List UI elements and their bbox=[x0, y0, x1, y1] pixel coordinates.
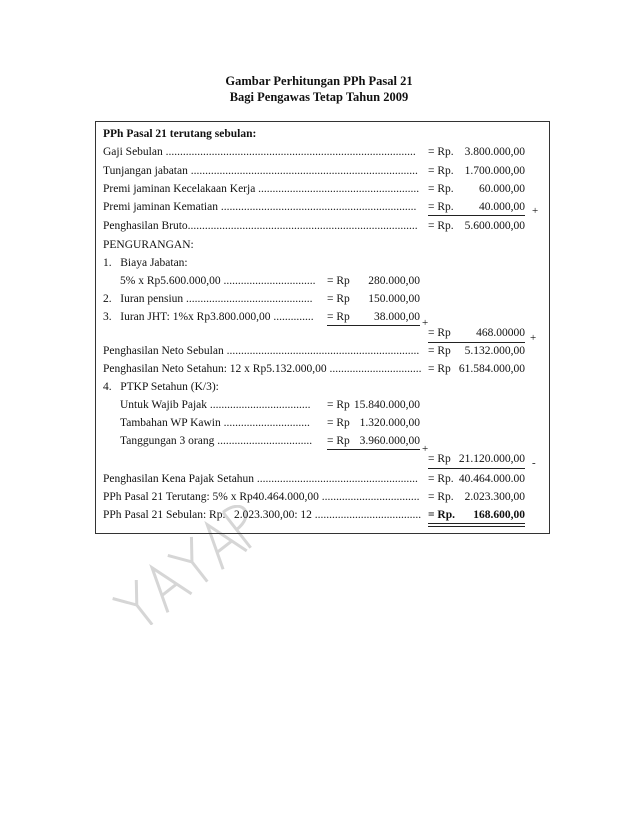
ptkp-total-amount: 21.120.000,00 bbox=[458, 453, 525, 465]
pkp-amount: 40.464.000.00 bbox=[458, 473, 525, 485]
income-prefix: = Rp. bbox=[428, 146, 454, 158]
pph-terutang-amount: 2.023.300,00 bbox=[464, 491, 525, 503]
ptkp-prefix: = Rp bbox=[327, 417, 350, 429]
deduction-label: 2. Iuran pensiun ............................................ bbox=[103, 293, 313, 305]
minus-sign: - bbox=[532, 457, 536, 469]
neto-amount: 5.132.000,00 bbox=[464, 345, 525, 357]
pkp-label: Penghasilan Kena Pajak Setahun ........................................................ bbox=[103, 473, 418, 485]
plus-sign: + bbox=[532, 205, 539, 217]
double-underline-bottom bbox=[428, 526, 525, 527]
ptkp-amount: 15.840.000,00 bbox=[353, 399, 420, 411]
pkp-prefix: = Rp. bbox=[428, 473, 454, 485]
section-title: PPh Pasal 21 terutang sebulan: bbox=[103, 128, 257, 140]
pph-sebulan-prefix: = Rp. bbox=[428, 509, 456, 521]
ptkp-label: Tanggungan 3 orang ................................. bbox=[120, 435, 313, 447]
deduction-total-prefix: = Rp bbox=[428, 327, 451, 339]
ptkp-label: Tambahan WP Kawin .............................. bbox=[120, 417, 310, 429]
income-label: Gaji Sebulan ....................................................................................... bbox=[103, 146, 416, 158]
pph-sebulan-label: PPh Pasal 21 Sebulan: Rp. 2.023.300,00: 12 ..................................... bbox=[103, 509, 422, 521]
ptkp-amount: 3.960.000,00 bbox=[359, 435, 420, 447]
neto-amount: 61.584.000,00 bbox=[458, 363, 525, 375]
ptkp-prefix: = Rp bbox=[327, 399, 350, 411]
deduction-prefix: = Rp bbox=[327, 311, 350, 323]
pkp-line bbox=[428, 468, 525, 469]
income-label: Premi jaminan Kecelakaan Kerja ........................................................ bbox=[103, 183, 420, 195]
deduction-label: 3. Iuran JHT: 1%x Rp3.800.000,00 .............. bbox=[103, 311, 314, 323]
income-amount: 40.000,00 bbox=[479, 201, 525, 213]
ptkp-total-prefix: = Rp bbox=[428, 453, 451, 465]
subtotal-line bbox=[428, 215, 525, 216]
neto-label: Penghasilan Neto Setahun: 12 x Rp5.132.000,00 ................................ bbox=[103, 363, 422, 375]
income-prefix: = Rp. bbox=[428, 165, 454, 177]
plus-sign: + bbox=[530, 332, 537, 344]
plus-sign: + bbox=[422, 317, 429, 329]
deduction-total-amount: 468.00000 bbox=[476, 327, 525, 339]
income-label: Tunjangan jabatan ............................................................................... bbox=[103, 165, 418, 177]
page-subtitle: Bagi Pengawas Tetap Tahun 2009 bbox=[229, 90, 409, 104]
page-title: Gambar Perhitungan PPh Pasal 21 bbox=[225, 74, 413, 88]
income-amount: 60.000,00 bbox=[479, 183, 525, 195]
ptkp-prefix: = Rp bbox=[327, 435, 350, 447]
ptkp-label: Untuk Wajib Pajak ................................... bbox=[120, 399, 311, 411]
pengurangan-title: PENGURANGAN: bbox=[103, 239, 194, 251]
plus-sign: + bbox=[422, 443, 429, 455]
income-label: Premi jaminan Kematian .................................................................... bbox=[103, 201, 417, 213]
income-prefix: = Rp. bbox=[428, 201, 454, 213]
deduction-prefix: = Rp bbox=[327, 275, 350, 287]
deduction-sub: 5% x Rp5.600.000,00 ................................ bbox=[120, 275, 316, 287]
double-underline-top bbox=[428, 523, 525, 524]
bruto-amount: 5.600.000,00 bbox=[464, 220, 525, 232]
deduction-amount: 150.000,00 bbox=[368, 293, 420, 305]
deduction-subtotal-line bbox=[327, 325, 420, 326]
income-amount: 3.800.000,00 bbox=[464, 146, 525, 158]
income-amount: 1.700.000,00 bbox=[464, 165, 525, 177]
deduction-label: 1. Biaya Jabatan: bbox=[103, 257, 188, 269]
pph-terutang-prefix: = Rp. bbox=[428, 491, 454, 503]
neto-prefix: = Rp bbox=[428, 345, 451, 357]
neto-prefix: = Rp bbox=[428, 363, 451, 375]
ptkp-subtotal-line bbox=[327, 449, 420, 450]
ptkp-title: 4. PTKP Setahun (K/3): bbox=[103, 381, 219, 393]
bruto-prefix: = Rp. bbox=[428, 220, 454, 232]
deduction-amount: 38.000,00 bbox=[374, 311, 420, 323]
pph-terutang-label: PPh Pasal 21 Terutang: 5% x Rp40.464.000,00 .................................. bbox=[103, 491, 420, 503]
bruto-label: Penghasilan Bruto................................................................................ bbox=[103, 220, 418, 232]
neto-line bbox=[428, 342, 525, 343]
neto-label: Penghasilan Neto Sebulan ................................................................... bbox=[103, 345, 420, 357]
deduction-prefix: = Rp bbox=[327, 293, 350, 305]
pph-sebulan-amount: 168.600,00 bbox=[473, 509, 525, 521]
deduction-amount: 280.000,00 bbox=[368, 275, 420, 287]
ptkp-amount: 1.320.000,00 bbox=[359, 417, 420, 429]
income-prefix: = Rp. bbox=[428, 183, 454, 195]
